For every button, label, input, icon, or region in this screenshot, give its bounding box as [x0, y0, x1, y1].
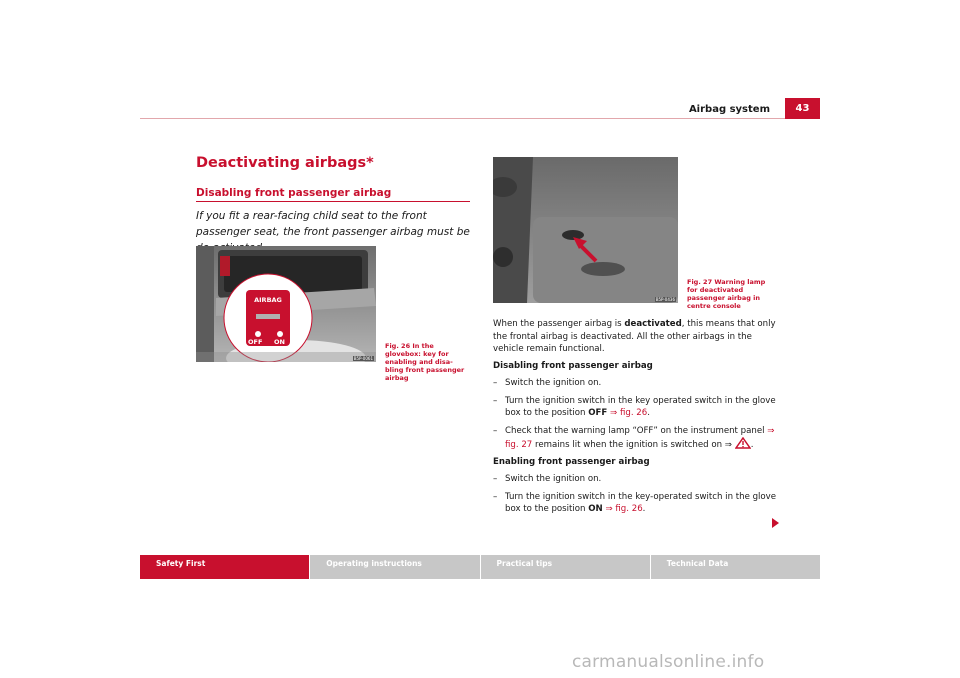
watermark: carmanualsonline.info: [572, 652, 765, 672]
body-text: [493, 318, 783, 516]
fig27-link[interactable]: ⇒ fig. 27: [505, 425, 775, 450]
on-label: ON: [274, 338, 285, 346]
footer-tab-practical-tips[interactable]: Practical tips: [481, 555, 650, 579]
fig26-link[interactable]: ⇒ fig. 26: [607, 408, 648, 418]
sub-title: Disabling front passenger airbag: [196, 187, 392, 199]
enable-heading: Enabling front passenger airbag: [493, 456, 650, 467]
intro-text: If you fit a rear-facing child seat to the front passenger seat, the front passenger airbag must be: [196, 210, 470, 238]
footer-tab-safety-first[interactable]: Safety First: [140, 555, 309, 579]
enable-step-1: – Switch the ignition on.: [493, 474, 602, 484]
header-rule: [140, 118, 820, 119]
glovebox-illustration: [196, 246, 376, 362]
enable-step-2: – Turn the ignition switch in the key-operated switch in the glove box to the position ON ⇒ fig. 26.: [493, 491, 777, 514]
figure-warning-lamp: [493, 157, 678, 303]
figure2-caption: Fig. 27 Warning lamp for deactivated passenger airbag in centre console: [687, 278, 766, 310]
figure-glovebox-key: [196, 246, 376, 362]
sub-title-rule: [196, 201, 470, 202]
disable-heading: Disabling front passenger airbag: [493, 360, 653, 371]
off-label: OFF: [248, 338, 263, 346]
warning-triangle-icon[interactable]: [735, 437, 751, 449]
footer-nav: [140, 555, 820, 579]
fig26-link[interactable]: ⇒ fig. 26: [602, 504, 643, 514]
airbag-panel-label: AIRBAG: [254, 296, 282, 304]
disable-step-1: – Switch the ignition on.: [493, 378, 602, 388]
dashboard-illustration: [493, 157, 678, 303]
body-intro: When the passenger airbag is deactivated, this means that only the frontal airbag is deactivated. All the other airbags in the vehicle remain functional.: [493, 319, 776, 354]
footer-tab-technical-data[interactable]: Technical Data: [651, 555, 820, 579]
next-page-arrow-icon[interactable]: [772, 518, 779, 528]
footer-tab-operating-instructions[interactable]: Operating instructions: [310, 555, 479, 579]
page-number: 43: [785, 98, 820, 119]
section-title: Deactivating airbags*: [196, 155, 374, 171]
disable-step-3: – Check that the warning lamp “OFF” on the instrument panel ⇒ fig. 27 remains lit when the ignition is switched on ⇒ .: [493, 425, 775, 450]
figure-code: B5P-0436: [655, 297, 675, 302]
figure1-caption: Fig. 26 In the glovebox: key for enabling and disa- bling front passenger airbag: [385, 342, 465, 382]
figure-code: B5P-0061: [353, 356, 373, 361]
header-title: Airbag system: [688, 104, 770, 115]
disable-step-2: – Turn the ignition switch in the key operated switch in the glove box to the position OFF ⇒ fig. 26.: [493, 395, 776, 418]
